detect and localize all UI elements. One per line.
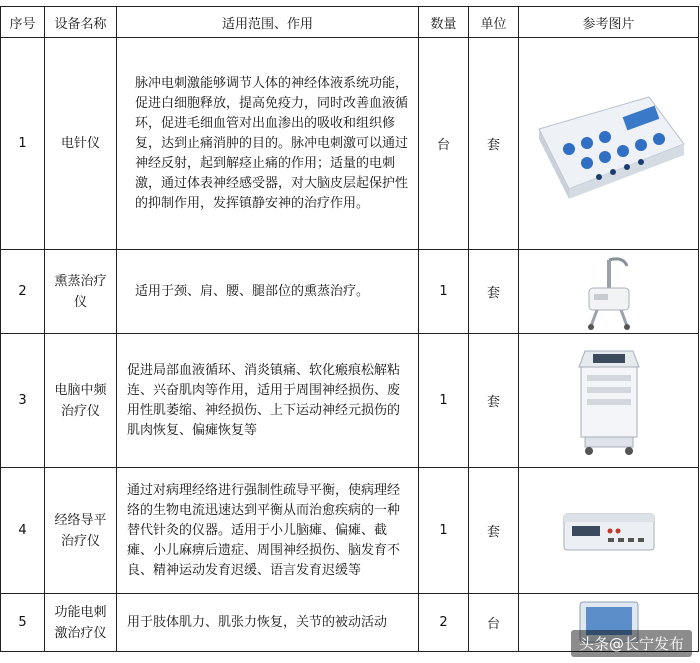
row-index: 4 [1, 468, 45, 594]
meridian-balancing-device-photo [554, 496, 664, 566]
row-unit: 套 [469, 250, 519, 334]
row-scope: 用于肢体肌力、肌张力恢复，关节的被动活动 [117, 594, 419, 652]
header-index: 序号 [1, 7, 45, 38]
row-scope: 促进局部血液循环、消炎镇痛、软化瘢痕松解粘连、兴奋肌肉等作用，适用于周围神经损伤、废用性肌萎缩、神经损伤、上下运动神经元损伤的肌肉恢复、偏瘫恢复等 [117, 334, 419, 468]
row-scope: 通过对病理经络进行强制性疏导平衡，使病理经络的生物电流迅速达到平衡从而治愈疾病的一种替代针灸的仪器。适用于小儿脑瘫、偏瘫、截瘫、小儿麻痹后遗症、周围神经损伤、脑发育不良、精神运动发育迟缓、语言发育迟缓等 [117, 468, 419, 594]
fumigation-device-photo [569, 252, 649, 332]
row-qty: 1 [419, 250, 469, 334]
table-row [1, 38, 699, 250]
row-index: 2 [1, 250, 45, 334]
header-row [1, 7, 699, 38]
header-name: 设备名称 [45, 7, 117, 38]
row-unit: 套 [469, 468, 519, 594]
row-unit: 台 [469, 594, 519, 652]
row-unit: 套 [469, 334, 519, 468]
row-name: 熏蒸治疗仪 [54, 273, 107, 310]
row-qty: 1 [419, 334, 469, 468]
header-image: 参考图片 [519, 7, 699, 38]
watermark-at: @ [608, 635, 624, 653]
table-row [1, 468, 699, 594]
watermark [571, 630, 692, 657]
watermark-account: 长宁发布 [623, 635, 684, 653]
row-qty: 台 [419, 38, 469, 250]
header-scope: 适用范围、作用 [117, 7, 419, 38]
header-qty: 数量 [419, 7, 469, 38]
row-index: 3 [1, 334, 45, 468]
electro-acupuncture-device-photo [529, 89, 689, 199]
row-index: 1 [1, 38, 45, 250]
watermark-prefix: 头条 [578, 635, 609, 653]
row-index: 5 [1, 594, 45, 652]
header-unit: 单位 [469, 7, 519, 38]
row-name: 经络导平治疗仪 [54, 512, 107, 549]
row-scope: 适用于颈、肩、腰、腿部位的熏蒸治疗。 [117, 250, 419, 334]
table-row [1, 334, 699, 468]
equipment-table [0, 6, 699, 652]
row-unit: 套 [469, 38, 519, 250]
row-name: 电脑中频治疗仪 [54, 382, 107, 419]
row-name: 功能电刺激治疗仪 [54, 604, 107, 641]
row-qty: 1 [419, 468, 469, 594]
row-name: 电针仪 [60, 136, 100, 151]
medium-frequency-device-photo [569, 341, 649, 461]
table-row [1, 250, 699, 334]
row-scope: 脉冲电刺激能够调节人体的神经体液系统功能，促进白细胞释放，提高免疫力，同时改善血液循环，促进毛细血管对出血渗出的吸收和组织修复，达到止痛消肿的目的。脉冲电刺激可以通过神经反射，起到解痉止痛的作用；适量的电刺激，通过体表神经感受器，对大脑皮层起保护性的抑制作用，发挥镇静安神的治疗作用。 [117, 38, 419, 250]
row-qty: 2 [419, 594, 469, 652]
